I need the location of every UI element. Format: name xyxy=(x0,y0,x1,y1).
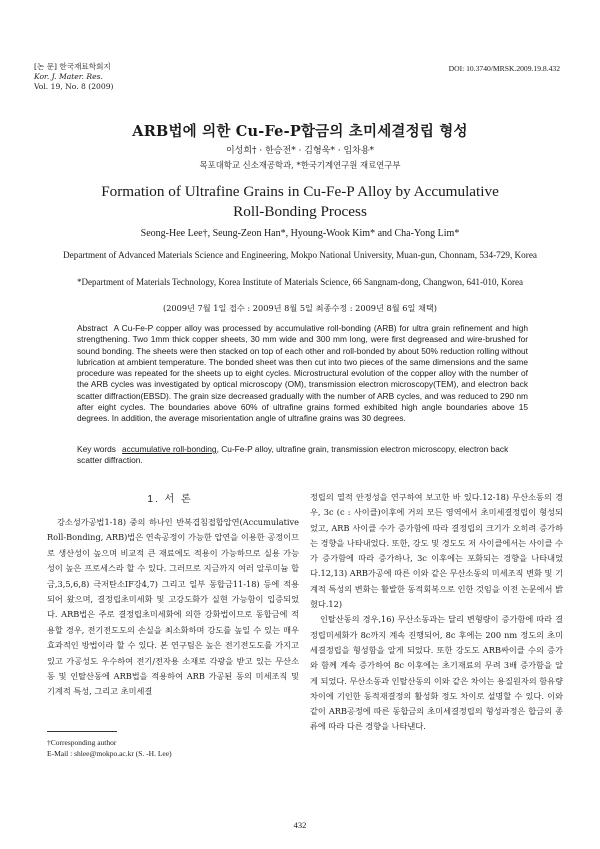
journal-header xyxy=(34,62,114,92)
journal-name-en: Kor. J. Mater. Res. xyxy=(34,72,103,81)
journal-name-kr: [논 문] 한국재료학회지 xyxy=(34,62,111,71)
body-paragraph: 정립의 열적 안정성을 연구하여 보고한 바 있다.12-18) 무산소동의 경우, 3c (c : 사이클)이후에 거의 모든 영역에서 초미세결정립이 형성되었고, ARB 사이클 수가 증가함에 따라 결정립의 크기가 오히려 증가하는 경향을 나타내었다. 또한, 강도 및 경도도 저 사이클에서는 사이클 수가 증가함에 따라 증가하나, 3c 이후에는 포화되는 경향을 나타내었다.12,13) ARB가공에 따른 이와 같은 무산소동의 미세조직 변화 및 기계적 특성의 변화는 활발한 동적회복으로 인한 것임을 이전 논문에서 밝혔다.12) xyxy=(310,492,563,610)
abstract-label: Abstract xyxy=(77,323,108,333)
keyword-first: accumulative roll-bonding xyxy=(121,444,217,454)
section-title: 1. 서 론 xyxy=(147,494,193,505)
corresponding-author: †Corresponding author xyxy=(47,738,117,747)
abstract-text: A Cu-Fe-P copper alloy was processed by accumulative roll-bonding (ARB) for ultra grain refinement and high strengthening. Two 1mm thick copper sheets, 30 mm wide and 300 mm long, were first degreased and wire-brushed for sound bonding. The sheets were then stacked on top of each other and roll-bonded by about 50% reduction rolling without lubrication at ambient temperature. The bonded sheet was then cut into two pieces of the same dimensions and the same procedure was repeated for the sheets up to eight cycles. Microstructural evolution of the copper alloy with the number of the ARB cycles was investigated by optical microscopy (OM), transmission electron microscopy(TEM), and electron back scatter diffraction(EBSD). The grain size decreased gradually with the number of ARB cycles, and was reduced to 290 nm after eight cycles. The boundaries above 60% of ultrafine grains formed exhibited high angle boundaries above 15 degrees. In addition, the average misorientation angle of ultrafine grains was 30 degrees. xyxy=(77,323,528,424)
body-paragraph: 강소성가공법1-18) 중의 하나인 반복겹침접합압연(Accumulative Roll-Bonding, ARB)법은 연속공정이 가능한 압연을 이용한 공정이므로 생산성이 높으며 비교적 큰 재료에도 적용이 가능하므로 실용 가능성이 높은 프로세스라 할 수 있다. 그러므로 지금까지 여러 알루미늄 합금,3,5,6,8) 극저탄소IF강4,7) 그리고 일부 동합금11-18) 등에 적용되어 왔으며, 결정립초미세화 및 고강도화가 실현 가능함이 입증되었다. ARB법은 주로 결정립초미세화에 의한 강화법이므로 동합금에 적용할 경우, 전기전도도의 손실을 최소화하며 강도를 높일 수 있는 매우 효과적인 방법이라 할 수 있다. 본 연구팀은 높은 전기전도도를 가지고 있고 가공성도 우수하여 전기/전자용 소재로 각광을 받고 있는 무산소동 및 인탈산동에 ARB법을 적용하여 ARB 가공된 동의 미세조직 및 기계적 특성, 그리고 초미세결 xyxy=(47,517,299,697)
authors-korean: 이성희† · 한승전* · 김형욱* · 임차용* xyxy=(225,146,375,156)
affiliation-korean: 목포대학교 신소재공학과, *한국기계연구원 재료연구부 xyxy=(199,160,401,170)
body-paragraph: 인탈산동의 경우,16) 무산소동과는 달리 변형량이 증가함에 따라 결정립미세화가 8c까지 계속 진행되어, 8c 후에는 200 nm 정도의 초미세결정립을 형성함을 알게 되었다. 또한 강도도 ARB싸이클 수의 증가와 함께 계속 증가하여 8c 이후에는 초기재료의 무려 3배 증가함을 알게 되었다. 무산소동과 인탈산동의 이와 같은 차이는 용질원자의 함유량 차이에 기인한 동적재결정의 활성화 정도 차이로 설명할 수 있다. 이와 같이 ARB공정에 따른 동합금의 초미세결정립의 형성과정은 합금의 종류에 따라 다른 경향을 나타낸다. xyxy=(310,614,563,732)
title-english-line1: Formation of Ultrafine Grains in Cu-Fe-P Alloy by Accumulative xyxy=(101,183,499,200)
page-number: 432 xyxy=(293,820,307,830)
received-dates: (2009년 7월 1일 접수 : 2009년 8월 5일 최종수정 : 2009년 8월 6일 채택) xyxy=(163,303,437,313)
footnote-divider xyxy=(47,731,117,732)
affiliation-english-1: Department of Advanced Materials Science and Engineering, Mokpo National University, Muan-gun, Chonnam, 534-729, Korea xyxy=(63,250,537,260)
keywords-list: , Cu-Fe-P alloy, ultrafine grain, transmission electron microscopy, electron back scatter diffraction. xyxy=(77,444,509,466)
doi: DOI: 10.3740/MRSK.2009.19.8.432 xyxy=(448,64,560,73)
title-korean: ARB법에 의한 Cu-Fe-P합금의 초미세결정립 형성 xyxy=(132,123,468,140)
footnote xyxy=(47,737,299,759)
keywords xyxy=(77,444,528,467)
journal-volume: Vol. 19, No. 8 (2009) xyxy=(34,82,114,91)
keywords-label: Key words xyxy=(77,444,116,454)
author-email: E-Mail : shlee@mokpo.ac.kr (S. -H. Lee) xyxy=(47,749,172,758)
affiliation-english-2: *Department of Materials Technology, Korea Institute of Materials Science, 66 Sangnam-dong, Changwon, 641-010, Korea xyxy=(76,277,523,287)
abstract xyxy=(77,323,528,425)
body-column-right xyxy=(310,490,563,735)
title-english-line2: Roll-Bonding Process xyxy=(233,203,367,220)
title-english xyxy=(0,182,600,222)
body-column-left xyxy=(47,515,299,700)
authors-english: Seong-Hee Lee†, Seung-Zeon Han*, Hyoung-Wook Kim* and Cha-Yong Lim* xyxy=(140,228,460,239)
